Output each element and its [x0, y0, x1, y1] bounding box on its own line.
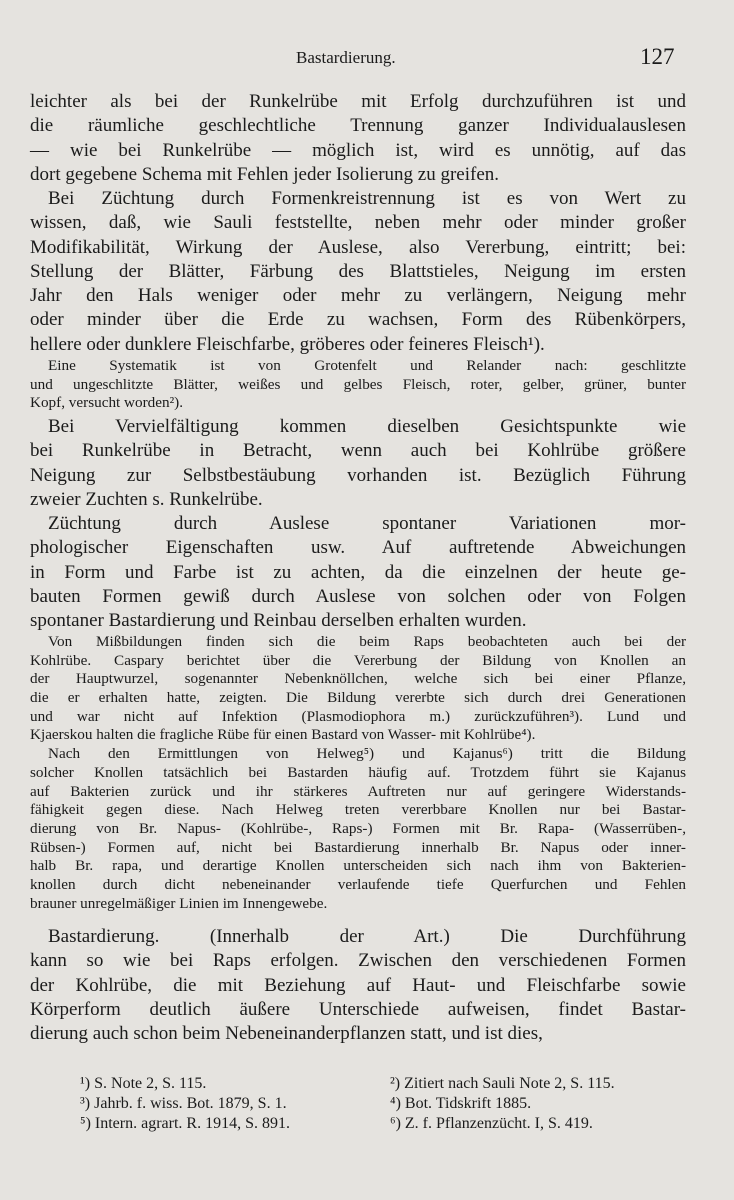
text-line: oder minder über die Erde zu wachsen, Form des Rübenkörpers,: [30, 309, 686, 331]
paragraph-continuation: [30, 90, 686, 187]
text-line: Bei Züchtung durch Formenkreistrennung ist es von Wert zu: [48, 188, 686, 209]
footnote-2: ²) Zitiert nach Sauli Note 2, S. 115.: [390, 1075, 615, 1092]
text-line: der Hauptwurzel, sogenannter Nebenknöllchen, welche sich bei einer Pflanze,: [30, 670, 686, 688]
text-line: Stellung der Blätter, Färbung des Blattstieles, Neigung im ersten: [30, 260, 686, 282]
footnotes: [80, 1074, 700, 1134]
text-line: phologischer Eigenschaften usw. Auf auftretende Abweichungen: [30, 537, 686, 559]
paragraph-formenkreistrennung: [30, 187, 686, 357]
text-line: Nach den Ermittlungen von Helweg⁵) und Kajanus⁶) tritt die Bildung: [48, 745, 686, 763]
text-line: auf Bakterien zurück und ihr stärkeres Auftreten nur auf geringere Widerstands-: [30, 782, 686, 800]
text-line: Eine Systematik ist von Grotenfelt und Relander nach: geschlitzte: [48, 357, 686, 374]
text-line: dort gegebene Schema mit Fehlen jeder Isolierung zu greifen.: [30, 163, 500, 185]
paragraph-spontane-variationen: [30, 512, 686, 633]
text-line: bauten Formen gewiß durch Auslese von solchen oder von Folgen: [30, 585, 686, 607]
text-line: solcher Knollen tatsächlich bei Bastarden häufig auf. Trotzdem führt sie Kajanus: [30, 763, 686, 781]
text-line: dierung auch schon beim Nebeneinanderpflanzen statt, und ist dies,: [30, 1023, 543, 1045]
text-line: Kohlrübe. Caspary berichtet über die Vererbung der Bildung von Knollen an: [30, 651, 686, 669]
text-line: leichter als bei der Runkelrübe mit Erfolg durchzuführen ist und: [30, 91, 686, 112]
footnote-6: ⁶) Z. f. Pflanzenzücht. I, S. 419.: [390, 1115, 593, 1132]
text-line: kann so wie bei Raps erfolgen. Zwischen den verschiedenen Formen: [30, 950, 686, 972]
running-title: Bastardierung.: [296, 48, 396, 67]
footnote-1: ¹) S. Note 2, S. 115.: [80, 1075, 207, 1092]
text-line: die räumliche geschlechtliche Trennung ganzer Individualauslesen: [30, 115, 686, 137]
paragraph-bastardierung: [30, 925, 686, 1046]
text-line: dierung von Br. Napus- (Kohlrübe-, Raps-) Formen mit Br. Rapa- (Wasserrüben-,: [30, 819, 686, 837]
text-line: Körperform deutlich äußere Unterschiede aufweisen, findet Bastar-: [30, 998, 686, 1020]
text-line: Rübsen-) Formen auf, nicht bei Bastardierung innerhalb Br. Napus oder inner-: [30, 838, 686, 856]
footnote-3: ³) Jahrb. f. wiss. Bot. 1879, S. 1.: [80, 1095, 287, 1112]
text-line: der Kohlrübe, die mit Beziehung auf Haut- und Fleischfarbe sowie: [30, 974, 686, 996]
text-line: — wie bei Runkelrübe — möglich ist, wird es unnötig, auf das: [30, 139, 686, 161]
text-line: in Form und Farbe ist zu achten, da die einzelnen der heute ge-: [30, 561, 686, 583]
text-line: Von Mißbildungen finden sich die beim Raps beobachteten auch bei der: [48, 633, 686, 650]
text-line: Neigung zur Selbstbestäubung vorhanden ist. Bezüglich Führung: [30, 464, 686, 486]
text-line: halb Br. rapa, und derartige Knollen unterscheiden sich nach ihm von Bakterien-: [30, 857, 686, 875]
text-line: Modifikabilität, Wirkung der Auslese, also Vererbung, eintritt; bei:: [30, 236, 686, 258]
text-line: Bei Vervielfältigung kommen dieselben Gesichtspunkte wie: [48, 416, 686, 437]
footnote-5: ⁵) Intern. agrart. R. 1914, S. 891.: [80, 1115, 290, 1132]
text-line: wissen, daß, wie Sauli feststellte, neben mehr oder minder großer: [30, 212, 686, 234]
page-number: 127: [640, 44, 675, 69]
text-line: Jahr den Hals weniger oder mehr zu verlängern, Neigung mehr: [30, 285, 686, 307]
text-line: Bastardierung. (Innerhalb der Art.) Die Durchführung: [48, 926, 686, 947]
text-line: die er erhalten hatte, zeigten. Die Bildung vererbte sich durch drei Generationen: [30, 689, 686, 707]
note-systematik: [30, 357, 686, 413]
text-line: bei Runkelrübe in Betracht, wenn auch bei Kohlrübe größere: [30, 440, 686, 462]
text-line: fähigkeit gegen diese. Nach Helweg treten vererbbare Knollen nur bei Bastar-: [30, 801, 686, 819]
text-line: und war nicht auf Infektion (Plasmodiophora m.) zurückzuführen³). Lund und: [30, 707, 686, 725]
footnote-4: ⁴) Bot. Tidskrift 1885.: [390, 1095, 532, 1112]
text-line: knollen durch dicht nebeneinander verlaufende tiefe Querfurchen und Fehlen: [30, 875, 686, 893]
paragraph-vervielfaeltigung: [30, 415, 686, 512]
text-line: Züchtung durch Auslese spontaner Variationen mor-: [48, 513, 686, 534]
page-header: [0, 42, 734, 72]
text-line: und ungeschlitzte Blätter, weißes und gelbes Fleisch, roter, gelber, grüner, bunter: [30, 375, 686, 393]
text-line: Kopf, versucht worden²).: [30, 394, 184, 412]
text-line: hellere oder dunklere Fleischfarbe, gröberes oder feineres Fleisch¹).: [30, 333, 545, 355]
text-line: brauner unregelmäßiger Linien im Innengewebe.: [30, 894, 328, 912]
text-line: zweier Zuchten s. Runkelrübe.: [30, 488, 263, 510]
text-line: Kjaerskou halten die fragliche Rübe für einen Bastard von Wasser- mit Kohlrübe⁴).: [30, 726, 536, 744]
text-line: spontaner Bastardierung und Reinbau derselben erhalten wurden.: [30, 610, 527, 632]
note-missbildungen: [30, 633, 686, 913]
